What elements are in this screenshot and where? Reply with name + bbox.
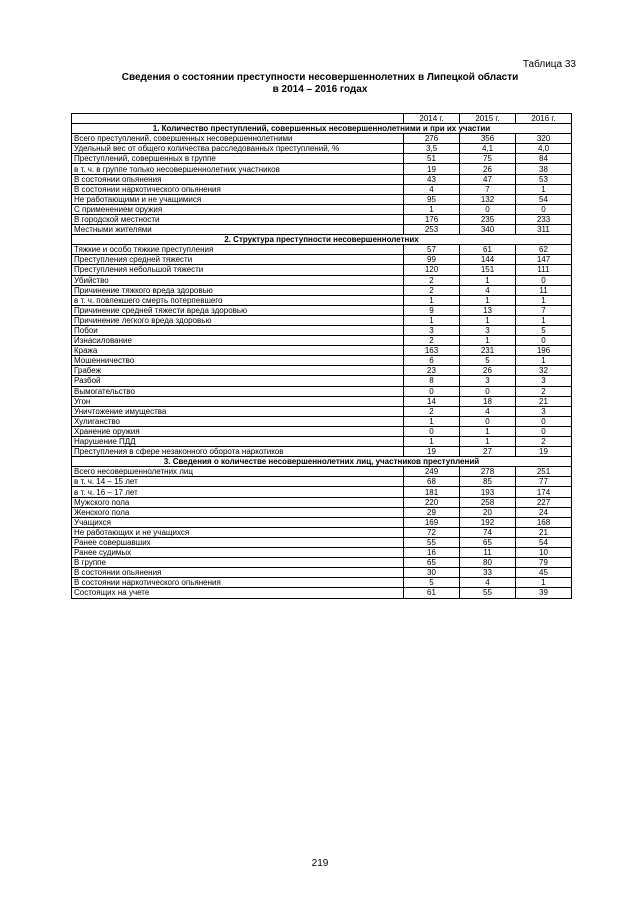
row-label: Тяжкие и особо тяжкие преступления [72,245,404,255]
row-value: 1 [460,275,516,285]
row-value: 235 [460,214,516,224]
row-label: Хулиганство [72,416,404,426]
row-value: 132 [460,194,516,204]
row-value: 0 [516,204,572,214]
table-row [72,325,572,335]
row-label: Преступления небольшой тяжести [72,265,404,275]
row-value: 181 [404,487,460,497]
row-value: 4,1 [460,144,516,154]
table-body [72,114,572,599]
row-value: 7 [516,305,572,315]
row-value: 2 [516,437,572,447]
row-label: Всего преступлений, совершенных несовершеннолетними [72,134,404,144]
row-label: Кража [72,346,404,356]
row-value: 43 [404,174,460,184]
row-label: Преступления средней тяжести [72,255,404,265]
table-row [72,386,572,396]
row-value: 61 [460,245,516,255]
table-row [72,356,572,366]
row-value: 0 [460,204,516,214]
row-value: 0 [516,275,572,285]
row-value: 10 [516,548,572,558]
table-row [72,194,572,204]
row-label: Всего несовершеннолетних лиц [72,467,404,477]
row-label: Хранение оружия [72,426,404,436]
row-label: в т. ч. в группе только несовершеннолетних участников [72,164,404,174]
table-row [72,527,572,537]
row-label: Ранее совершавших [72,537,404,547]
row-value: 84 [516,154,572,164]
row-value: 14 [404,396,460,406]
row-value: 24 [516,507,572,517]
row-value: 21 [516,396,572,406]
table-row [72,204,572,214]
row-value: 196 [516,346,572,356]
row-value: 32 [516,366,572,376]
row-value: 231 [460,346,516,356]
row-value: 120 [404,265,460,275]
row-value: 278 [460,467,516,477]
row-value: 5 [516,325,572,335]
section-title: 3. Сведения о количестве несовершеннолетних лиц, участников преступлений [72,457,572,467]
row-label: Грабеж [72,366,404,376]
row-value: 55 [460,588,516,598]
table-row [72,144,572,154]
row-value: 79 [516,558,572,568]
row-value: 1 [460,426,516,436]
row-value: 227 [516,497,572,507]
row-value: 7 [460,184,516,194]
row-value: 1 [516,356,572,366]
row-label: Разбой [72,376,404,386]
row-label: Нарушение ПДД [72,437,404,447]
table-row [72,477,572,487]
table-row [72,134,572,144]
row-label: В состоянии наркотического опьянения [72,184,404,194]
row-label: Мошенничество [72,356,404,366]
row-value: 3 [460,376,516,386]
row-value: 0 [516,416,572,426]
row-value: 72 [404,527,460,537]
row-label: Уничтожение имущества [72,406,404,416]
table-row [72,184,572,194]
row-value: 4 [460,406,516,416]
section-title: 1. Количество преступлений, совершенных несовершеннолетними и при их участии [72,124,572,134]
row-value: 1 [516,184,572,194]
row-value: 55 [404,537,460,547]
row-value: 258 [460,497,516,507]
table-row [72,315,572,325]
crime-statistics-table [71,113,572,599]
row-label: в т. ч. 16 – 17 лет [72,487,404,497]
row-label: Женского пола [72,507,404,517]
table-row [72,558,572,568]
row-value: 11 [460,548,516,558]
row-label: Учащихся [72,517,404,527]
row-value: 249 [404,467,460,477]
row-value: 23 [404,366,460,376]
row-value: 1 [460,336,516,346]
row-value: 29 [404,507,460,517]
row-value: 11 [516,285,572,295]
row-label: В состоянии опьянения [72,568,404,578]
row-value: 65 [404,558,460,568]
row-label: в т. ч. 14 – 15 лет [72,477,404,487]
table-row [72,396,572,406]
row-value: 61 [404,588,460,598]
row-value: 0 [516,426,572,436]
table-row [72,406,572,416]
row-value: 8 [404,376,460,386]
row-value: 74 [460,527,516,537]
row-label: Местными жителями [72,225,404,235]
row-value: 1 [516,578,572,588]
row-value: 57 [404,245,460,255]
row-value: 151 [460,265,516,275]
row-value: 33 [460,568,516,578]
row-value: 176 [404,214,460,224]
table-row [72,295,572,305]
table-row [72,447,572,457]
row-label: Угон [72,396,404,406]
row-value: 18 [460,396,516,406]
row-label: Ранее судимых [72,548,404,558]
row-value: 39 [516,588,572,598]
table-row [72,154,572,164]
row-value: 1 [404,315,460,325]
row-value: 253 [404,225,460,235]
row-label: в т. ч. повлекшего смерть потерпевшего [72,295,404,305]
table-row [72,376,572,386]
row-value: 193 [460,487,516,497]
row-value: 95 [404,194,460,204]
row-value: 3 [460,325,516,335]
row-value: 192 [460,517,516,527]
row-value: 3 [516,376,572,386]
row-value: 99 [404,255,460,265]
table-row [72,305,572,315]
row-value: 19 [404,447,460,457]
row-value: 4 [460,285,516,295]
header-year-2015: 2015 г. [460,114,516,124]
table-header-row [72,114,572,124]
title-line-2: в 2014 – 2016 годах [272,84,368,95]
row-value: 5 [404,578,460,588]
row-value: 80 [460,558,516,568]
table-row [72,487,572,497]
table-row [72,437,572,447]
row-label: В состоянии опьянения [72,174,404,184]
row-value: 0 [460,416,516,426]
row-value: 4 [460,578,516,588]
table-row [72,245,572,255]
row-value: 0 [460,386,516,396]
row-value: 220 [404,497,460,507]
table-number-label: Таблица 33 [522,59,576,70]
row-value: 53 [516,174,572,184]
row-value: 276 [404,134,460,144]
row-value: 2 [404,285,460,295]
row-value: 320 [516,134,572,144]
row-value: 3,5 [404,144,460,154]
table-row [72,265,572,275]
section-title: 2. Структура преступности несовершеннолетних [72,235,572,245]
row-value: 2 [404,406,460,416]
table-row [72,467,572,477]
row-value: 27 [460,447,516,457]
table-row [72,214,572,224]
table-row [72,336,572,346]
row-value: 4 [404,184,460,194]
row-value: 340 [460,225,516,235]
row-value: 68 [404,477,460,487]
section-header-row [72,235,572,245]
row-value: 13 [460,305,516,315]
table-row [72,507,572,517]
row-value: 0 [516,336,572,346]
row-value: 163 [404,346,460,356]
row-value: 1 [404,416,460,426]
table-row [72,588,572,598]
table-row [72,416,572,426]
row-value: 251 [516,467,572,477]
row-value: 5 [460,356,516,366]
row-value: 0 [404,426,460,436]
row-value: 169 [404,517,460,527]
header-year-2014: 2014 г. [404,114,460,124]
row-value: 20 [460,507,516,517]
table-row [72,255,572,265]
row-value: 16 [404,548,460,558]
table-row [72,366,572,376]
row-label: Причинение средней тяжести вреда здоровью [72,305,404,315]
row-label: В состоянии наркотического опьянения [72,578,404,588]
row-value: 1 [460,315,516,325]
row-value: 19 [516,447,572,457]
row-value: 9 [404,305,460,315]
row-label: Удельный вес от общего количества расследованных преступлений, % [72,144,404,154]
table-row [72,578,572,588]
table-row [72,568,572,578]
row-value: 1 [460,437,516,447]
header-year-2016: 2016 г. [516,114,572,124]
row-value: 2 [516,386,572,396]
table-row [72,164,572,174]
row-value: 45 [516,568,572,578]
row-value: 168 [516,517,572,527]
row-value: 144 [460,255,516,265]
row-label: Причинение тяжкого вреда здоровью [72,285,404,295]
row-label: Не работающих и не учащихся [72,527,404,537]
row-value: 3 [404,325,460,335]
row-value: 77 [516,477,572,487]
table-row [72,548,572,558]
row-value: 85 [460,477,516,487]
row-label: Изнасилование [72,336,404,346]
row-value: 47 [460,174,516,184]
row-label: Причинение легкого вреда здоровью [72,315,404,325]
row-label: Убийство [72,275,404,285]
row-label: Преступлений, совершенных в группе [72,154,404,164]
row-label: Не работающими и не учащимися [72,194,404,204]
table-row [72,285,572,295]
document-title [0,72,640,96]
row-label: Вымогательство [72,386,404,396]
row-value: 311 [516,225,572,235]
row-value: 356 [460,134,516,144]
row-value: 1 [460,295,516,305]
row-value: 38 [516,164,572,174]
section-header-row [72,457,572,467]
row-value: 19 [404,164,460,174]
table-row [72,517,572,527]
row-value: 147 [516,255,572,265]
row-value: 2 [404,275,460,285]
row-label: Преступления в сфере незаконного оборота наркотиков [72,447,404,457]
row-value: 1 [516,295,572,305]
row-value: 75 [460,154,516,164]
table-row [72,537,572,547]
row-label: В группе [72,558,404,568]
row-value: 26 [460,366,516,376]
title-line-1: Сведения о состоянии преступности несовершеннолетних в Липецкой области [121,72,519,83]
row-value: 54 [516,537,572,547]
row-value: 30 [404,568,460,578]
row-label: Состоящих на учете [72,588,404,598]
table-row [72,174,572,184]
row-value: 1 [404,295,460,305]
row-label: С применением оружия [72,204,404,214]
table-row [72,497,572,507]
table-row [72,346,572,356]
row-value: 3 [516,406,572,416]
page-number: 219 [311,858,329,869]
row-label: Мужского пола [72,497,404,507]
row-value: 6 [404,356,460,366]
row-label: В городской местности [72,214,404,224]
header-label-cell [72,114,404,124]
row-value: 0 [404,386,460,396]
row-value: 51 [404,154,460,164]
section-header-row [72,124,572,134]
row-value: 1 [404,204,460,214]
row-value: 62 [516,245,572,255]
row-value: 26 [460,164,516,174]
row-value: 4,0 [516,144,572,154]
row-value: 21 [516,527,572,537]
row-value: 1 [404,437,460,447]
table-row [72,275,572,285]
table-row [72,426,572,436]
table-row [72,225,572,235]
row-value: 1 [516,315,572,325]
row-value: 111 [516,265,572,275]
row-value: 174 [516,487,572,497]
row-value: 65 [460,537,516,547]
row-value: 54 [516,194,572,204]
row-value: 233 [516,214,572,224]
row-label: Побои [72,325,404,335]
row-value: 2 [404,336,460,346]
